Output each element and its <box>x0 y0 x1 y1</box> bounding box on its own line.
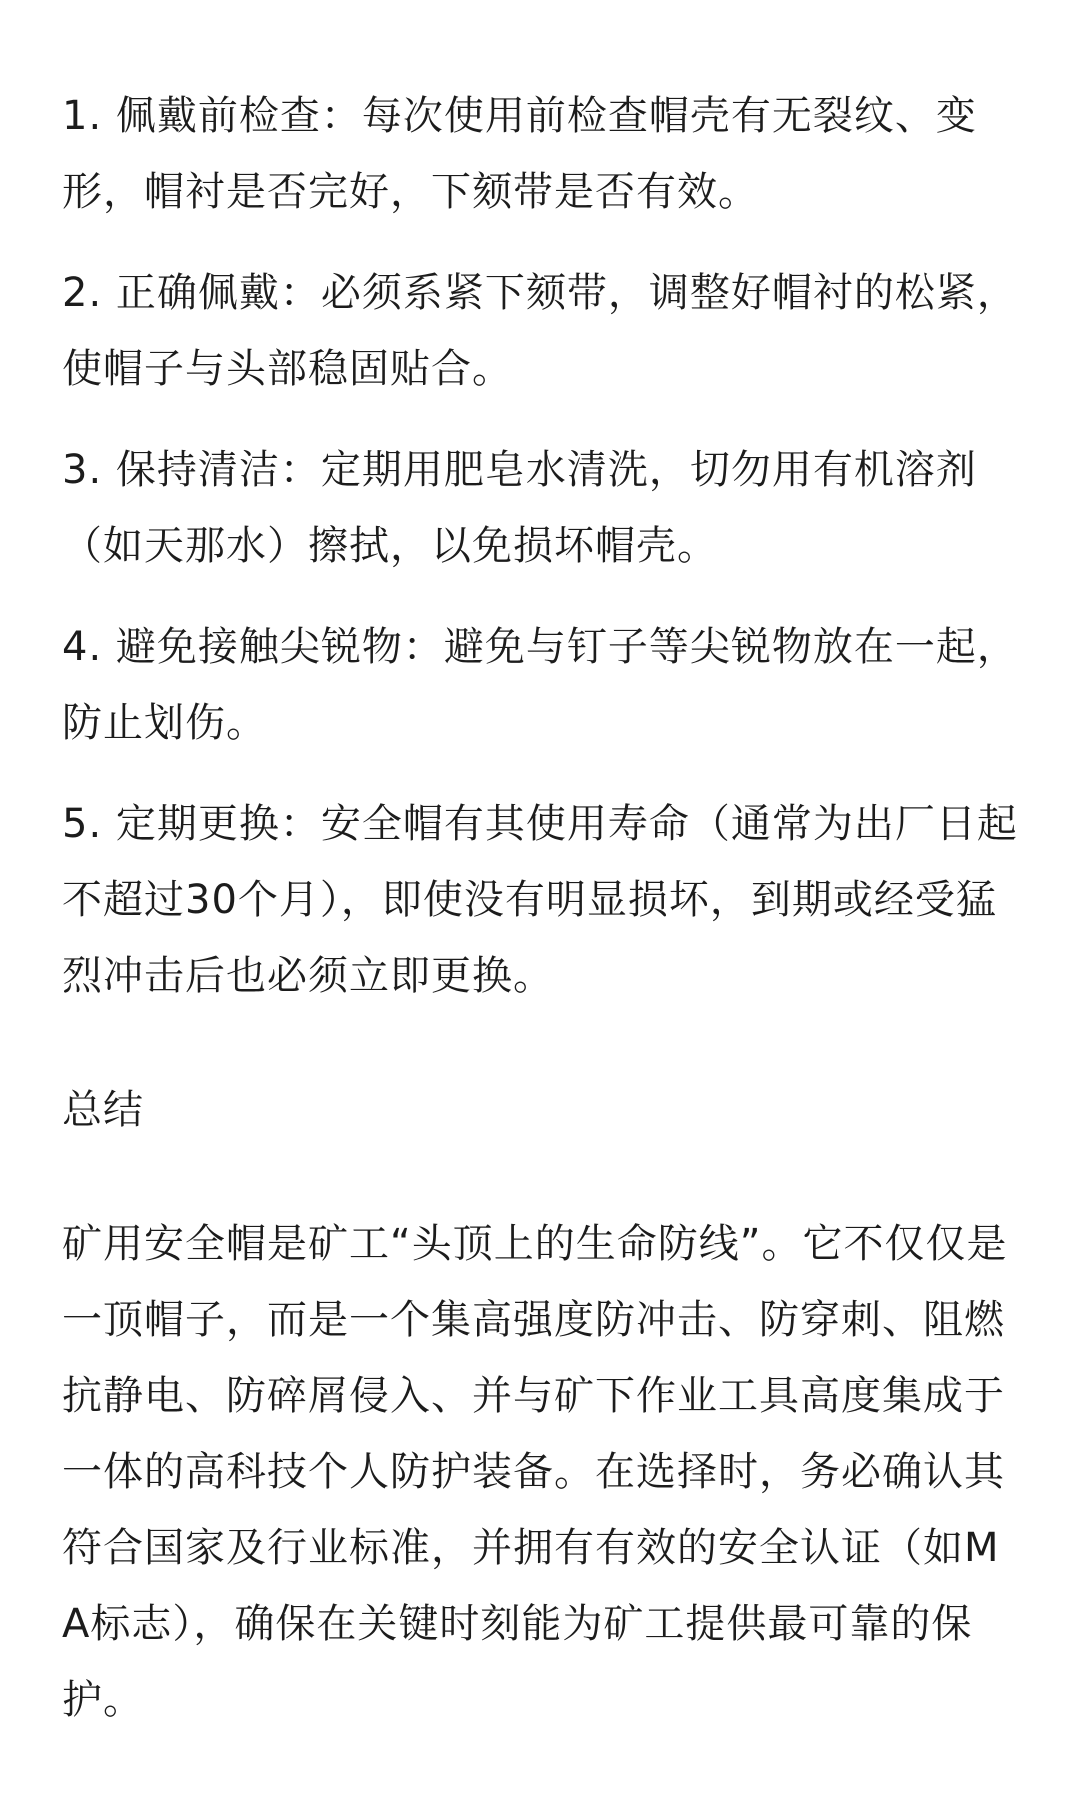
tip-item-4: 4. 避免接触尖锐物：避免与钉子等尖锐物放在一起，防止划伤。 <box>62 624 1018 746</box>
article-content <box>62 78 1024 1764</box>
summary-paragraph: 矿用安全帽是矿工“头顶上的生命防线”。它不仅仅是一顶帽子，而是一个集高强度防冲击、防穿刺、阻燃抗静电、防碎屑侵入、并与矿下作业工具高度集成于一体的高科技个人防护装备。在选择时，务必确认其符合国家及行业标准，并拥有有效的安全认证（如MA标志），确保在关键时刻能为矿工提供最可靠的保护。 <box>62 1221 1008 1723</box>
tip-item-1: 1. 佩戴前检查：每次使用前检查帽壳有无裂纹、变形，帽衬是否完好，下颏带是否有效。 <box>62 93 977 215</box>
summary-heading: 总结 <box>62 1087 144 1133</box>
usage-tips-list <box>62 78 1024 1014</box>
tip-item-3: 3. 保持清洁：定期用肥皂水清洗，切勿用有机溶剂（如天那水）擦拭，以免损坏帽壳。 <box>62 447 977 569</box>
tip-item-2: 2. 正确佩戴：必须系紧下颏带，调整好帽衬的松紧，使帽子与头部稳固贴合。 <box>62 270 1018 392</box>
tip-item-5: 5. 定期更换：安全帽有其使用寿命（通常为出厂日起不超过30个月），即使没有明显损坏，到期或经受猛烈冲击后也必须立即更换。 <box>62 801 1018 999</box>
